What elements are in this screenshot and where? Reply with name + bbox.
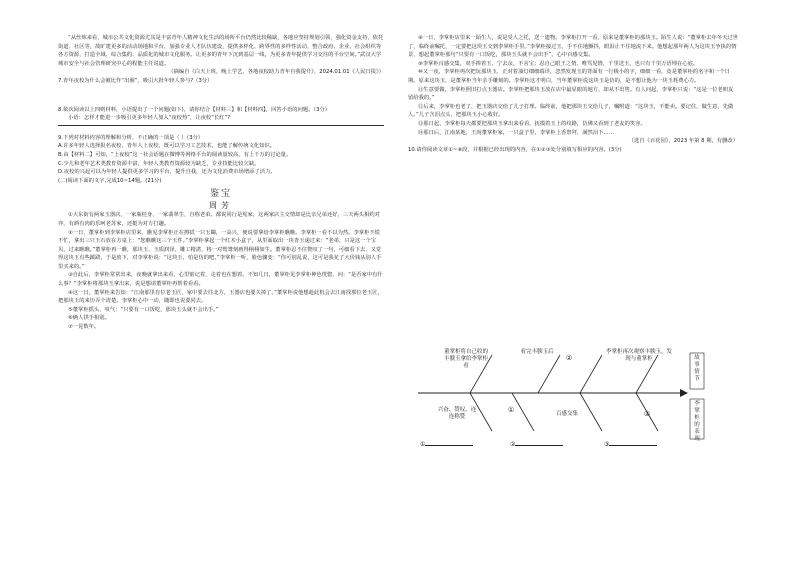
answer-blank-3[interactable]: ③ <box>604 441 657 448</box>
question-9-option-b: B.由【材料二】可知，“上夜校”这一社会话题在微博等网络平台的阅读量较高，有上千万的讨论量。 <box>58 151 292 158</box>
top-label-2: 看完丰腴玉后 <box>520 349 554 355</box>
story-paragraph: ⑩又一夜，李掌柜再次把玩那块玉，正对着油灯细细端详，忽然发现玉的背面有一行极小的字，细细一看，竟是董掌柜的名字和一个日期。原来这块玉，是董掌柜当年亲手雕刻的。李掌柜这才明白，当年董掌柜说这块玉是仿的，是不想让他为一块玉耗费心力。 <box>408 69 730 84</box>
bone-line <box>538 355 560 393</box>
spine-arrow <box>680 389 688 397</box>
bone-line <box>580 355 602 393</box>
story-paragraph: ④这一日，董掌柜来告知：“江南那里有位老玉匠，家中要去往北方，玉器店也要关掉了。”董掌柜说他想趁此机会去江南找那位老玉匠，把那块玉的来历弄个清楚。李掌柜心中一动，随即也说要同去。 <box>58 289 383 305</box>
answer-blank-2[interactable]: ② <box>510 441 563 448</box>
story-paragraph: ②一日，董掌柜到李掌柜店里来，瞧见李掌柜正在擦拭一只玉镯，一高兴，便说要拿给李掌柜瞧瞧。李掌柜一看不以为然。李掌柜不慌不忙，拿出三只玉石放在方桌上：“您瞧瞧这三个玉件。”李掌柜拿起一个红木小盒子，从里面取出一块青玉递过来：“老弟，只是这一个宝贝，过来瞧瞧。”董掌柜再一瞧，那块玉，玉质润泽，雕工精湛，将一对鸳鸯刻画得栩栩如生。董掌柜忍不住赞叹了一句，可细看下去，又觉得这块玉有些蹊跷，于是放下，对李掌柜说：“这块玉，怕是仿的吧。”李掌柜一听，脸色骤变：“你可别乱说，这可是我花了大价钱从别人手里买来的。” <box>58 229 382 270</box>
left-column <box>58 34 384 332</box>
story-paragraph: ⑦一晃数年。 <box>68 324 100 331</box>
blank-marker-1: ① <box>507 406 515 414</box>
divider <box>58 125 384 126</box>
story-paragraph: ③自此后，李掌柜常常出来，夜晚就拿出来看，心里惦记着，走着也在想着。不知几日，董掌柜见李掌柜神色恍惚，问：“是否家中有什么事？”李掌柜将那块玉拿出来，说是想请董掌柜再帮着看看。 <box>58 272 383 288</box>
story-paragraph: ⑧一日，李掌柜店里来一陌生人，说是受人之托，送一遗物。李掌柜打开一看，原来是董掌柜的那块玉。陌生人说：“董掌柜去年冬天过世了，临终前嘱托，一定要把这块玉交到李掌柜手里。”李掌柜接过玉，手不住地颤抖，眼泪止不住地流下来。他想起那年两人为这块玉争执的情景，想起董掌柜那句“只要有一口饭吃，那块玉头就不会出手”，心中百感交集。 <box>408 35 739 59</box>
story-paragraph: ⑭那日后，江南某地，王尚董掌柜家，一只盒子里，李掌柜上香祭拜，满然泪下…… <box>418 129 614 136</box>
bottom-label-2: 百感交集 <box>555 411 578 417</box>
right-column <box>408 34 738 154</box>
story-author: 周芳 <box>209 201 233 211</box>
material-paragraph: “从丝炼来看，城市公共文化资源尤其是丰富青年人精神文化生活的场所平台仍然比较稀缺，各地应坚持规划引领，强化资金支持，依托街道、社区等，故旷建更多的活动场地和平台，加强专业人才队伍建设，提供多样化、跨界性的多样性活动，整合政府、企业、社会组织等各方资源，打造全域、综合集约、品质化的城市文化服务。让更多的青年下沉到基层一线，为更多青年提供学习交往的平台空间。”武汉大学城市安全与社会管理研究中心的程能主任说道。 <box>58 35 384 67</box>
story-paragraph: ⑫后来，李掌柜也老了，把玉器店交给了儿子打理。临终前，他把那块玉交给儿子，嘱咐道：“这块玉，不能卖。要记住，做生意，先做人。”儿子含泪点头，把那块玉小心收好。 <box>408 103 734 119</box>
question-8-sub: 小语：怎样才能进一步吸引更多年轻人加入“夜校热”，让夜校“长红”? <box>68 115 231 122</box>
story-paragraph: ⑪生意要做，李掌柜照旧打点玉器店。李掌柜把那块玉放在店中最显眼的地方，却从不出售。有人问起，李掌柜只说：“这是一位老朋友留给我的。” <box>408 86 734 102</box>
question-10: 10.请你阅读文章①~⑧段，并根据已经出现的内容，在①②③处分别填写相应的内容。(3分) <box>408 146 622 153</box>
top-label-3: 李掌柜再次观察丰腴玉，发现与董掌柜 <box>605 349 672 362</box>
tail-label: 李掌柜的表现 <box>694 401 700 442</box>
story-source: （选自《百花园》，2023 年第 8 期，有删改） <box>628 138 738 145</box>
top-label-1: 董掌柜将自己收的丰腴玉拿给李掌柜看 <box>443 349 488 369</box>
blank-marker-2: ② <box>565 354 573 362</box>
question-9: 9.下列对材料内容的理解和分析，不正确的一项是（ ）（3分） <box>58 134 204 141</box>
bottom-label-1: 兴奋、赞叹、连连称赞 <box>437 407 477 420</box>
section-heading: (二)阅读下面的文字,完成10~14题。(21分) <box>58 177 162 184</box>
story-paragraph: ⑥俩人拱手相别。 <box>68 315 110 322</box>
blank-marker-3: ③ <box>643 410 651 418</box>
question-9-option-a: A.许多年轻人选择报名夜校，青年人上夜校，既可以学习工艺技术，也能了解传统文化知识。 <box>58 143 276 150</box>
question-8: 8.依次阅读以上四则材料，小语提出了一个问题(如下)，请你结合【材料三】和【材料四】，回答小语的问题。（3分） <box>58 106 331 113</box>
story-paragraph: ①大东街有两家玉器店，一家瓶桂身，一家翡翠生，自称老弟。都说同行是冤家，这两家店主交情却是比亲兄弟还好，三天两头相约对弈，有酒有肉的乐呵老苏家，还挺为对方打趣。 <box>58 212 380 227</box>
material-source: （摘编自《白天上班，晚上学艺，各地夜校助力青年自我提升》，2024.01.01《人民日报》） <box>168 69 384 76</box>
answer-blank-1[interactable]: ① <box>420 441 473 448</box>
question-9-option-c: C.少儿和老年艺术类教育资源丰富，年轻人类教育资源较为缺乏，专业技能比较欠缺。 <box>58 160 260 167</box>
head-label: 故事情节 <box>694 355 700 382</box>
question-7: 7.青年夜校为什么会被比作“出圈”，吸引大批年轻人参与?（3分） <box>58 77 213 84</box>
story-paragraph: ⑤董掌柜摇头，叹气：“只要有一口饭吃，那块玉头就不会出手。” <box>68 306 219 313</box>
question-9-option-d: D.夜校的兴起可以为年轻人提供更多学习的平台，提升自我，还为文化消费市场增添了活力。 <box>58 169 276 176</box>
story-paragraph: ⑨李掌柜百感交集，双手捧着玉，宁去余，不舍宝；忍自己眼王之情，唯笃见情，千里送玉，也只有千里万语埋在心底。 <box>418 60 699 67</box>
story-title: 鉴宝 <box>209 189 232 200</box>
story-paragraph: ⑬那日起，李掌柜每天都要把那块玉拿出来看看，抚摸着玉上的纹路，仿佛又看到了老友的笑容。 <box>418 120 646 127</box>
